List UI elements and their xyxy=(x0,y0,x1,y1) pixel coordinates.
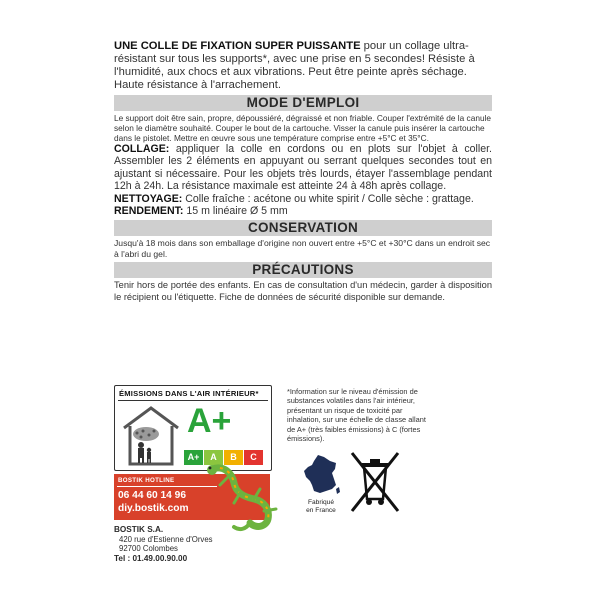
company-name: BOSTIK S.A. xyxy=(114,525,164,534)
mode-emploi-prep: Le support doit être sain, propre, dépoussiéré, dégraissé et non friable. Couper l'extrémité de la canule selon le diamètre souhaité. Couper le bout de la cartouche. Visser la canule puis insérer la cartouche dans le pistolet. Mettre en œuvre sous une température comprise entre +5°C et 35°C. xyxy=(114,113,492,143)
collage-label: COLLAGE: xyxy=(114,143,170,155)
rendement-text: 15 m linéaire Ø 5 mm xyxy=(183,205,288,218)
intro-headline: UNE COLLE DE FIXATION SUPER PUISSANTE xyxy=(114,40,361,52)
rendement-label: RENDEMENT: xyxy=(114,205,184,218)
hotline-divider xyxy=(117,486,217,487)
weee-crossed-bin-icon xyxy=(348,449,402,515)
label-content xyxy=(114,40,492,303)
conservation-text: Jusqu'à 18 mois dans son emballage d'origine non ouvert entre +5°C et +30°C dans un endroit sec à l'abri du gel. xyxy=(114,238,491,259)
scale-a-plus: A+ xyxy=(184,450,203,465)
nettoyage-paragraph xyxy=(114,193,492,205)
company-address-2: 92700 Colombes xyxy=(119,544,178,554)
collage-text: appliquer la colle en cordons ou en plots sur l'objet à coller. Assembler les 2 éléments en appuyant ou serrant quelques secondes tout en ajustant si nécessaire. Pour les objets très lourds, étayer l'assemblage pendant 12h à 24h. La résistance maximale est atteinte 24 à 48h après collage. xyxy=(114,143,492,193)
house-icon xyxy=(121,404,181,466)
emissions-divider xyxy=(118,400,268,401)
scale-c: C xyxy=(244,450,263,465)
nettoyage-label: NETTOYAGE: xyxy=(114,192,183,205)
origin-line-1: Fabriqué xyxy=(307,499,335,506)
rendement-paragraph xyxy=(114,205,492,217)
collage-paragraph xyxy=(114,143,492,193)
lower-section xyxy=(114,381,492,581)
mode-emploi-heading: MODE D'EMPLOI xyxy=(114,95,492,111)
precautions-heading: PRÉCAUTIONS xyxy=(114,262,492,278)
company-block xyxy=(114,525,213,563)
precautions-text: Tenir hors de portée des enfants. En cas de consultation d'un médecin, garder à disposition le récipient ou l'étiquette. Fiche de données de sécurité disponible sur demande. xyxy=(114,280,492,302)
product-intro xyxy=(114,40,492,92)
conservation-heading: CONSERVATION xyxy=(114,220,492,236)
indoor-emissions-label xyxy=(114,385,272,471)
hotline-title: BOSTIK HOTLINE xyxy=(118,477,175,484)
emissions-footnote: *Information sur le niveau d'émission de substances volatiles dans l'air intérieur, présentant un risque de toxicité par inhalation, sur une échelle de classe allant de A+ (très faibles émissions) à C (fortes émissions). xyxy=(287,387,426,444)
france-map-icon xyxy=(302,453,342,497)
nettoyage-text: Colle fraîche : acétone ou white spirit / Colle sèche : grattage. xyxy=(182,192,474,205)
intro-text: pour un collage ultra-résistant sur tous les supports*, avec une prise en 5 secondes! Résiste à l'humidité, aux chocs et aux vibrations. Peut être peinte après séchage. Haute résistance à l'arrachement. xyxy=(114,40,475,91)
hotline-website: diy.bostik.com xyxy=(118,503,189,514)
company-address-1: 420 rue d'Estienne d'Orves xyxy=(119,534,213,544)
made-in-france xyxy=(296,499,346,515)
scale-b: B xyxy=(224,450,243,465)
emissions-title: ÉMISSIONS DANS L'AIR INTÉRIEUR* xyxy=(119,389,259,398)
hotline-phone: 06 44 60 14 96 xyxy=(118,490,186,501)
company-tel: Tel : 01.49.00.90.00 xyxy=(114,553,188,563)
emissions-rating: A+ xyxy=(187,402,232,440)
origin-line-2: en France xyxy=(306,507,336,514)
gecko-mascot-icon xyxy=(204,463,284,533)
scale-a: A xyxy=(204,450,223,465)
